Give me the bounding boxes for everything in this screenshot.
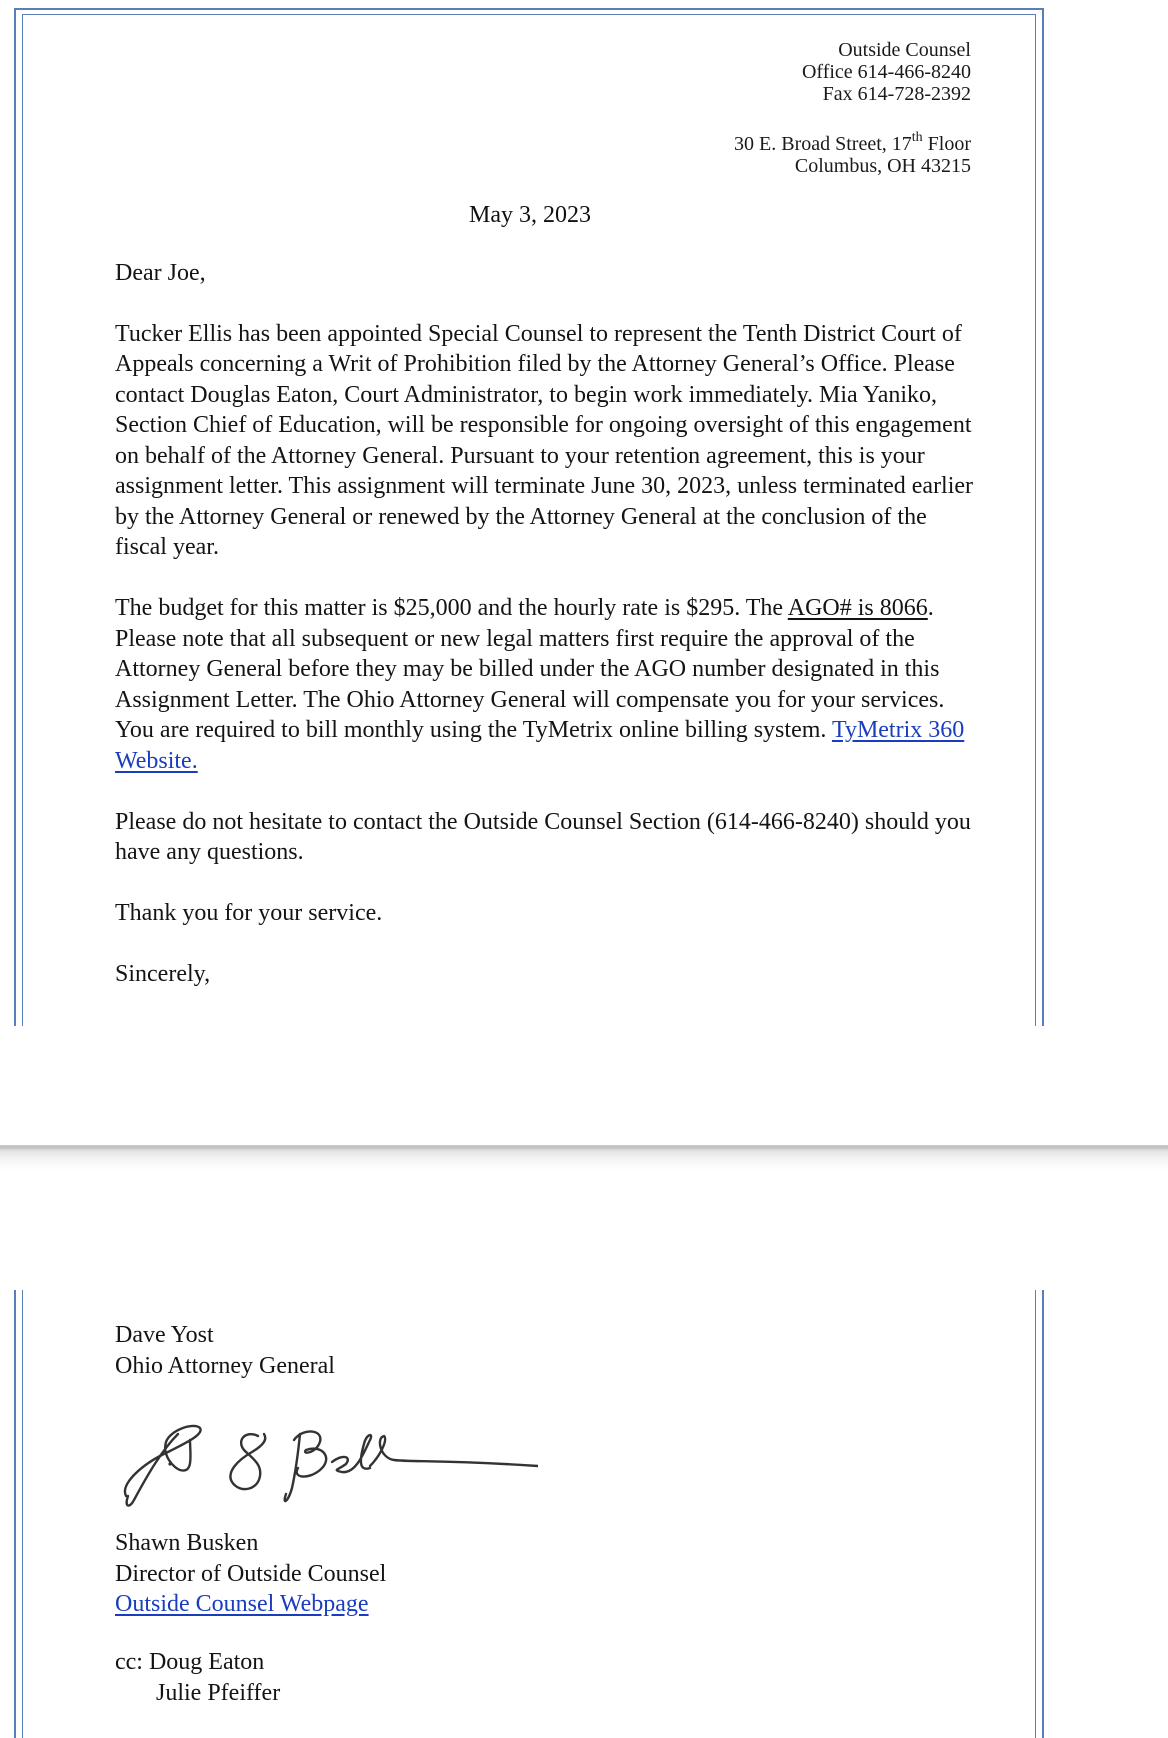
paragraph-contact: Please do not hesitate to contact the Outside Counsel Section (614-466-8240) should you have any questions. — [115, 808, 971, 865]
letterhead-contact — [802, 39, 971, 105]
attorney-general-name: Dave Yost — [115, 1322, 214, 1348]
fax-number: Fax 614-728-2392 — [822, 83, 971, 105]
tymetrix-link[interactable]: TyMetrix 360 Website. — [115, 717, 965, 774]
page2-border-right-inner — [1035, 1290, 1036, 1738]
border-top-line-inner — [22, 14, 1036, 15]
cc-second-recipient: Julie Pfeiffer — [156, 1679, 281, 1706]
cc-line: cc: Doug Eaton — [115, 1649, 265, 1675]
handwritten-signature — [118, 1410, 538, 1520]
cc-block — [115, 1647, 280, 1708]
paragraph-appointment: Tucker Ellis has been appointed Special Counsel to represent the Tenth District Court of Appeals concerning a Writ of Prohibition filed by the Attorney General’s Office. Please contact Douglas Eaton, Court Administrator, to begin work immediately. Mia Yaniko, Section Chief of Education, will be responsible for ongoing oversight of this engagement on behalf of the Attorney General. Pursuant to your retention agreement, this is your assignment letter. This assignment will terminate June 30, 2023, unless terminated earlier by the Attorney General or renewed by the Attorney General at the conclusion of the fiscal year. — [115, 320, 974, 560]
letter-date: May 3, 2023 — [469, 202, 591, 228]
border-right-line-outer — [1042, 8, 1044, 1026]
border-top-line-outer — [14, 8, 1044, 10]
street-address: 30 E. Broad Street, 17th Floor — [734, 130, 971, 155]
paragraph-budget: The budget for this matter is $25,000 and the hourly rate is $295. The AGO# is 8066. Please note that all subsequent or new legal matters first require the approval of the Attorney General before they may be billed under the AGO number designated in this Assignment Letter. The Ohio Attorney General will compensate you for your services. You are required to bill monthly using the TyMetrix online billing system. TyMetrix 360 Website. — [115, 595, 965, 774]
signer-title: Director of Outside Counsel — [115, 1560, 387, 1587]
attorney-general-title: Ohio Attorney General — [115, 1352, 335, 1379]
office-phone: Office 614-466-8240 — [801, 61, 971, 83]
page2-border-left-outer — [14, 1290, 16, 1738]
salutation: Dear Joe, — [115, 260, 206, 286]
signer-name: Shawn Busken — [115, 1530, 259, 1556]
border-left-line-inner — [22, 14, 23, 1026]
letterhead-address — [734, 130, 971, 177]
border-left-line-outer — [14, 8, 16, 1026]
attorney-general-block — [115, 1320, 335, 1381]
page2-border-right-outer — [1042, 1290, 1044, 1738]
thanks-line: Thank you for your service. — [115, 900, 383, 926]
ago-number: AGO# is 8066 — [787, 595, 928, 621]
section-name: Outside Counsel — [838, 39, 971, 61]
page2-border-left-inner — [22, 1290, 23, 1738]
signer-block — [115, 1528, 386, 1620]
page-separator — [0, 1145, 1168, 1171]
border-right-line-inner — [1035, 14, 1036, 1026]
letter-body — [115, 258, 975, 990]
city-line: Columbus, OH 43215 — [794, 155, 971, 177]
closing: Sincerely, — [115, 961, 211, 987]
outside-counsel-webpage-link[interactable]: Outside Counsel Webpage — [115, 1591, 369, 1617]
